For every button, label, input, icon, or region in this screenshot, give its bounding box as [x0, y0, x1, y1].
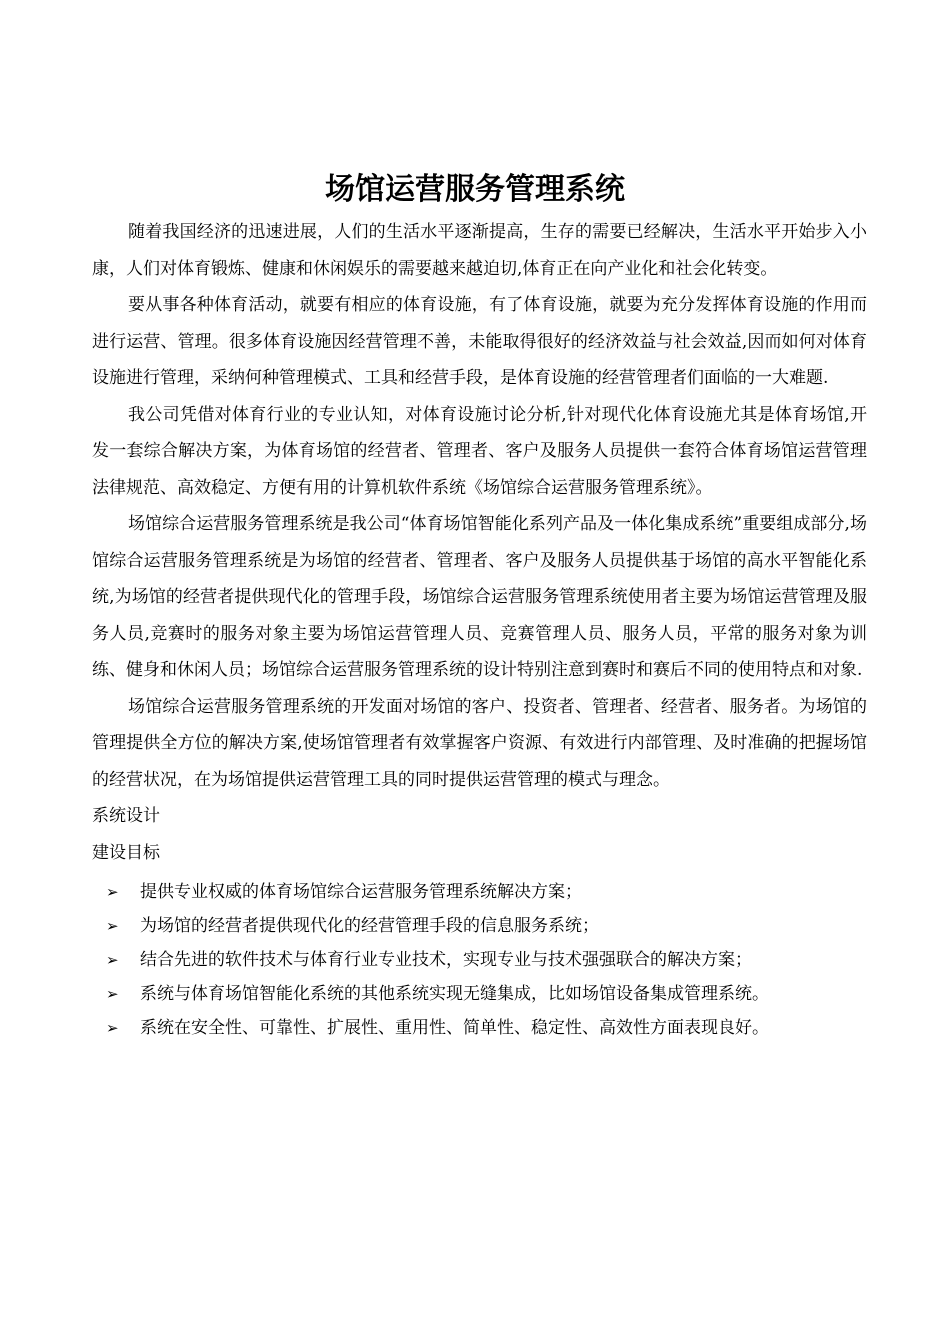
section-heading: 系统设计: [92, 806, 160, 826]
goal-text: 系统在安全性、可靠性、扩展性、重用性、简单性、稳定性、高效性方面表现良好。: [140, 1018, 769, 1038]
paragraph: 我公司凭借对体育行业的专业认知，对体育设施讨论分析,针对现代化体育设施尤其是体育场馆,开发一套综合解决方案，为体育场馆的经营者、管理者、客户及服务人员提供一套符合体育场馆运营管理法律规范、高效稳定、方便有用的计算机软件系统《场馆综合运营服务管理系统》。: [92, 404, 867, 498]
goal-text: 提供专业权威的体育场馆综合运营服务管理系统解决方案；: [140, 882, 582, 902]
goal-text: 结合先进的软件技术与体育行业专业技术，实现专业与技术强强联合的解决方案；: [140, 950, 752, 970]
goal-text: 系统与体育场馆智能化系统的其他系统实现无缝集成，比如场馆设备集成管理系统。: [140, 984, 769, 1004]
list-item: [92, 977, 867, 1011]
paragraph: 场馆综合运营服务管理系统是我公司“体育场馆智能化系列产品及一体化集成系统”重要组成部分,场馆综合运营服务管理系统是为场馆的经营者、管理者、客户及服务人员提供基于场馆的高水平智能化系统,为场馆的经营者提供现代化的管理手段，场馆综合运营服务管理系统使用者主要为场馆运营管理及服务人员,竞赛时的服务对象主要为场馆运营管理人员、竞赛管理人员、服务人员，平常的服务对象为训练、健身和休闲人员；场馆综合运营服务管理系统的设计特别注意到赛时和赛后不同的使用特点和对象.: [92, 514, 867, 680]
list-item: [92, 1011, 867, 1045]
document-title: 场馆运营服务管理系统: [325, 172, 625, 207]
arrow-bullet-icon: ➢: [106, 917, 119, 935]
paragraph: 随着我国经济的迅速进展，人们的生活水平逐渐提高，生存的需要已经解决，生活水平开始步入小康，人们对体育锻炼、健康和休闲娱乐的需要越来越迫切,体育正在向产业化和社会化转变。: [92, 222, 867, 279]
arrow-bullet-icon: ➢: [106, 985, 119, 1003]
paragraph: 场馆综合运营服务管理系统的开发面对场馆的客户、投资者、管理者、经营者、服务者。为场馆的管理提供全方位的解决方案,使场馆管理者有效掌握客户资源、有效进行内部管理、及时准确的把握场馆的经营状况，在为场馆提供运营管理工具的同时提供运营管理的模式与理念。: [92, 696, 867, 790]
document-body: [92, 214, 867, 1045]
arrow-bullet-icon: ➢: [106, 883, 119, 901]
list-item: [92, 909, 867, 943]
list-item: [92, 875, 867, 909]
arrow-bullet-icon: ➢: [106, 951, 119, 969]
arrow-bullet-icon: ➢: [106, 1019, 119, 1037]
goal-text: 为场馆的经营者提供现代化的经营管理手段的信息服务系统；: [140, 916, 599, 936]
subsection-heading: 建设目标: [92, 842, 160, 863]
goals-list: [92, 875, 867, 1045]
list-item: [92, 943, 867, 977]
paragraph: 要从事各种体育活动，就要有相应的体育设施，有了体育设施，就要为充分发挥体育设施的作用而进行运营、管理。很多体育设施因经营管理不善，未能取得很好的经济效益与社会效益,因而如何对体育设施进行管理，采纳何种管理模式、工具和经营手段，是体育设施的经营管理者们面临的一大难题.: [92, 295, 867, 388]
